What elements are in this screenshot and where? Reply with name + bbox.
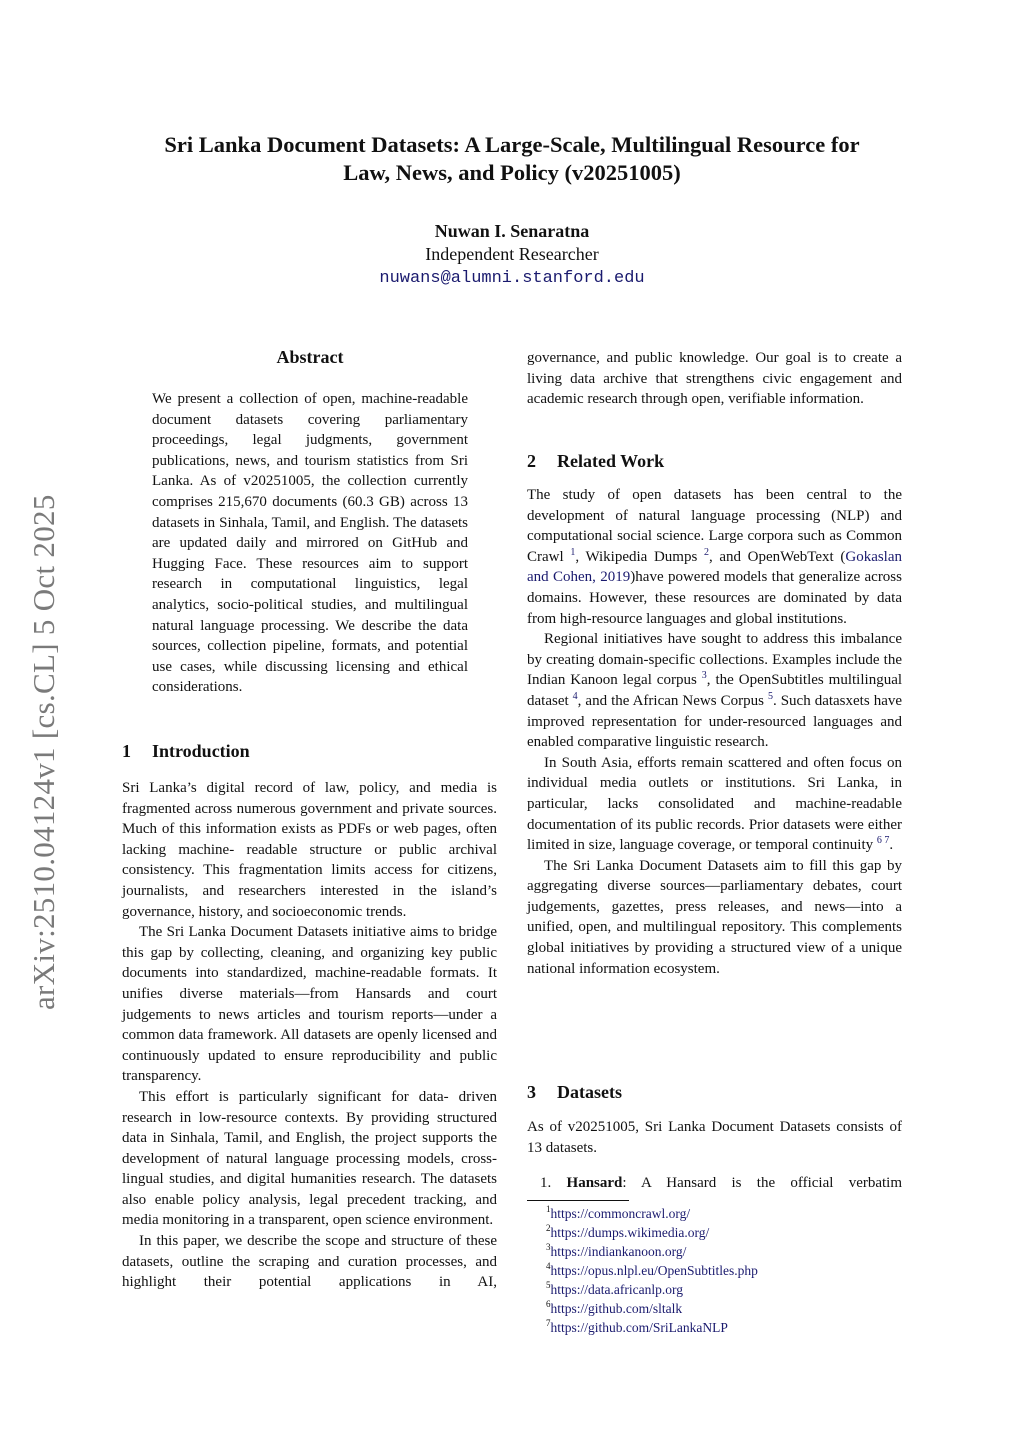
section-2-title: Related Work <box>557 451 665 471</box>
footnote-ref-4[interactable]: 4 <box>572 690 578 702</box>
paper-title <box>100 131 924 187</box>
abstract-text: We present a collection of open, machine-readable document datasets covering parliamentary proceedings, legal judgments, government publications, news, and tourism statistics from Sri Lanka. As of v20251005, the collection currently comprises 215,670 documents (60.3 GB) across 13 datasets in Sinhala, Tamil, and English. The datasets are updated daily and mirrored on GitHub and Hugging Face. These resources aim to support research in computational linguistics, legal analytics, socio-political studies, and multilingual natural language processing. We describe the data sources, collection pipeline, formats, and potential use cases, while discussing licensing and ethical considerations. <box>152 391 468 696</box>
arxiv-watermark: arXiv:2510.04124v1 [cs.CL] 5 Oct 2025 <box>26 494 61 1010</box>
footnote-2: $^2$https://dumps.wikimedia.org/ <box>546 1222 710 1240</box>
footnote-5: $^5$https://data.africanlp.org <box>546 1279 683 1297</box>
list-item-term: Hansard <box>566 1175 623 1191</box>
footnote-4: $^4$https://opus.nlpl.eu/OpenSubtitles.php <box>546 1260 758 1278</box>
intro-paragraph-4: In this paper, we describe the scope and structure of these datasets, outline the scraping and curation processes, and highlight their potential applications in AI, <box>122 1233 497 1291</box>
section-1-title: Introduction <box>152 741 250 761</box>
section-3-heading <box>527 1081 622 1103</box>
footnote-link-6[interactable]: https://github.com/sltalk <box>550 1301 683 1316</box>
datasets-body <box>527 1117 902 1158</box>
section-3-title: Datasets <box>557 1082 622 1102</box>
title-line-1: Sri Lanka Document Datasets: A Large-Scale, Multilingual Resource for <box>164 132 860 157</box>
footnote-ref-1[interactable]: 1 <box>570 546 576 558</box>
intro-paragraph-2: The Sri Lanka Document Datasets initiative aims to bridge this gap by collecting, cleaning, and organizing key public documents into standardized, machine-readable formats. It unifies diverse materials—from Hansards and court judgements to news articles and tourism reports—under a common data framework. All datasets are openly licensed and continuously updated to ensure reproducibility and public transparency. <box>122 924 497 1085</box>
section-1-number: 1 <box>122 741 131 761</box>
datasets-paragraph-1: As of v20251005, Sri Lanka Document Datasets consists of 13 datasets. <box>527 1119 902 1156</box>
citation-gokaslan[interactable]: Gokaslan and Cohen, 2019 <box>527 548 903 586</box>
list-item-text: : A Hansard is the official verbatim <box>622 1175 903 1191</box>
footnote-ref-3[interactable]: 3 <box>701 670 707 682</box>
dataset-list-item-1 <box>540 1173 902 1194</box>
author-email[interactable]: nuwans@alumni.stanford.edu <box>379 269 645 288</box>
intro-paragraph-1: Sri Lanka’s digital record of law, policy, and media is fragmented across numerous government and private sources. Much of this information exists as PDFs or web pages, often lacking machine- readable structure or public archival consistency. This fragmentation limits access for citizens, journalists, and researchers interested in the island’s governance, history, and socioeconomic trends. <box>122 780 497 920</box>
footnote-link-7[interactable]: https://github.com/SriLankaNLP <box>550 1320 728 1335</box>
author-affiliation: Independent Researcher <box>425 244 599 264</box>
list-item-number: 1. <box>540 1175 552 1191</box>
related-paragraph-1: The study of open datasets has been central to the development of natural language processing (NLP) and computational social science. Large corpora such as Common Crawl $^1$, Wikipedia Dumps $^2$, and OpenWebText (Gokaslan and Cohen, 2019)have powered models that generalize across domains. However, these resources are dominated by data from high-resource languages and global institutions. <box>527 487 903 627</box>
footnote-ref-2[interactable]: 2 <box>703 546 709 558</box>
section-2-heading <box>527 450 664 472</box>
footnote-ref-5[interactable]: 5 <box>767 690 773 702</box>
footnote-ref-6-7[interactable]: 6 7 <box>876 835 890 847</box>
author-name: Nuwan I. Senaratna <box>434 221 590 241</box>
footnote-link-5[interactable]: https://data.africanlp.org <box>550 1282 683 1297</box>
related-paragraph-4: The Sri Lanka Document Datasets aim to fill this gap by aggregating diverse sources—parliamentary debates, court judgements, gazettes, press releases, and news—into a unified, open, and multilingual repository. This complements global initiatives by providing a structured view of a unique national information ecosystem. <box>527 857 902 977</box>
footnote-link-3[interactable]: https://indiankanoon.org/ <box>550 1244 687 1259</box>
abstract-body <box>152 389 468 698</box>
footnote-1: $^1$https://commoncrawl.org/ <box>546 1203 691 1221</box>
intro-body <box>122 778 497 1293</box>
abstract-heading: Abstract <box>276 347 344 367</box>
intro-continued <box>527 348 902 410</box>
footnote-7: $^7$https://github.com/SriLankaNLP <box>546 1317 728 1335</box>
title-line-2: Law, News, and Policy (v20251005) <box>343 160 681 185</box>
related-paragraph-2: Regional initiatives have sought to address this imbalance by creating domain-specific collections. Examples include the Indian Kanoon legal corpus $^3$, the OpenSubtitles multilingual dataset $^4$, and the African News Corpus $^5$. Such datasxets have improved representation for under-resourced languages and enabled comparative linguistic research. <box>527 631 903 751</box>
footnote-link-2[interactable]: https://dumps.wikimedia.org/ <box>550 1225 710 1240</box>
section-2-number: 2 <box>527 451 536 471</box>
intro-paragraph-4-continued: governance, and public knowledge. Our goal is to create a living data archive that strengthens civic engagement and academic research through open, verifiable information. <box>527 350 902 408</box>
related-paragraph-3: In South Asia, efforts remain scattered and often focus on individual media outlets or institutions. Sri Lanka, in particular, lacks consolidated and machine-readable documentation of its public records. Prior datasets were either limited in size, language coverage, or temporal continuity $^{6 7}$. <box>527 754 902 854</box>
footnote-link-1[interactable]: https://commoncrawl.org/ <box>550 1206 691 1221</box>
footnote-rule <box>527 1200 629 1201</box>
section-3-number: 3 <box>527 1082 536 1102</box>
intro-paragraph-3: This effort is particularly significant for data- driven research in low-resource contexts. By providing structured data in Sinhala, Tamil, and English, the project supports the development of natural language processing models, cross-lingual studies, and digital humanities research. The datasets also enable policy analysis, legal precedent tracking, and media monitoring in a transparent, open science environment. <box>122 1088 497 1229</box>
section-1-heading <box>122 740 250 762</box>
footnote-3: $^3$https://indiankanoon.org/ <box>546 1241 687 1259</box>
footnote-link-4[interactable]: https://opus.nlpl.eu/OpenSubtitles.php <box>550 1263 758 1278</box>
related-work-body <box>527 485 902 979</box>
footnote-6: $^6$https://github.com/sltalk <box>546 1298 683 1316</box>
